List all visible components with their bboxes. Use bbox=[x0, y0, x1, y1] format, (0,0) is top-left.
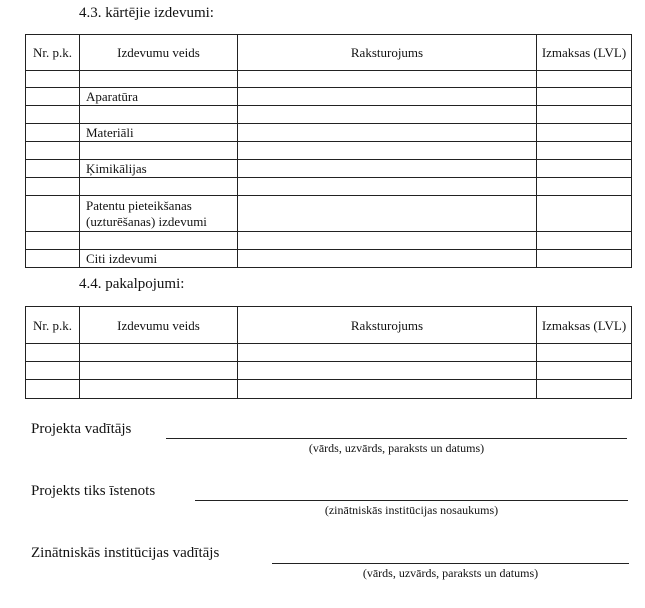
cell-cost[interactable] bbox=[537, 362, 632, 380]
cell-nr[interactable] bbox=[26, 196, 80, 232]
cell-type[interactable] bbox=[80, 380, 238, 399]
table-row bbox=[26, 124, 632, 142]
services-table bbox=[25, 306, 632, 399]
cell-description[interactable] bbox=[238, 178, 537, 196]
cell-type[interactable]: Aparatūra bbox=[80, 88, 238, 106]
table-header-row bbox=[26, 307, 632, 344]
cell-nr[interactable] bbox=[26, 232, 80, 250]
column-header-type: Izdevumu veids bbox=[80, 35, 238, 71]
cell-cost[interactable] bbox=[537, 380, 632, 399]
cell-cost[interactable] bbox=[537, 160, 632, 178]
cell-description[interactable] bbox=[238, 362, 537, 380]
table-row bbox=[26, 71, 632, 88]
cell-nr[interactable] bbox=[26, 160, 80, 178]
cell-description[interactable] bbox=[238, 142, 537, 160]
cell-type[interactable] bbox=[80, 106, 238, 124]
cell-cost[interactable] bbox=[537, 344, 632, 362]
cell-description[interactable] bbox=[238, 160, 537, 178]
cell-type[interactable] bbox=[80, 232, 238, 250]
cell-nr[interactable] bbox=[26, 71, 80, 88]
cell-nr[interactable] bbox=[26, 380, 80, 399]
table-row bbox=[26, 232, 632, 250]
cell-cost[interactable] bbox=[537, 142, 632, 160]
table-row bbox=[26, 160, 632, 178]
cell-type[interactable] bbox=[80, 178, 238, 196]
cell-nr[interactable] bbox=[26, 124, 80, 142]
section-43-heading: 4.3. kārtējie izdevumi: bbox=[79, 5, 214, 21]
column-header-cost: Izmaksas (LVL) bbox=[537, 307, 632, 344]
cell-nr[interactable] bbox=[26, 142, 80, 160]
table-row bbox=[26, 142, 632, 160]
cell-cost[interactable] bbox=[537, 124, 632, 142]
table-row bbox=[26, 380, 632, 399]
cell-description[interactable] bbox=[238, 106, 537, 124]
cell-nr[interactable] bbox=[26, 178, 80, 196]
table-header-row bbox=[26, 35, 632, 71]
cell-description[interactable] bbox=[238, 196, 537, 232]
cell-nr[interactable] bbox=[26, 362, 80, 380]
cell-type[interactable] bbox=[80, 362, 238, 380]
column-header-type: Izdevumu veids bbox=[80, 307, 238, 344]
cell-cost[interactable] bbox=[537, 71, 632, 88]
cell-type[interactable] bbox=[80, 142, 238, 160]
column-header-cost: Izmaksas (LVL) bbox=[537, 35, 632, 71]
cell-description[interactable] bbox=[238, 250, 537, 268]
cell-nr[interactable] bbox=[26, 250, 80, 268]
cell-type[interactable]: Materiāli bbox=[80, 124, 238, 142]
project-leader-label: Projekta vadītājs bbox=[31, 421, 132, 437]
cell-cost[interactable] bbox=[537, 232, 632, 250]
column-header-description: Raksturojums bbox=[238, 307, 537, 344]
column-header-description: Raksturojums bbox=[238, 35, 537, 71]
institution-head-label: Zinātniskās institūcijas vadītājs bbox=[31, 545, 220, 561]
cell-type[interactable]: Ķimikālijas bbox=[80, 160, 238, 178]
table-row bbox=[26, 362, 632, 380]
implementing-institution-label: Projekts tiks īstenots bbox=[31, 483, 156, 499]
cell-cost[interactable] bbox=[537, 196, 632, 232]
implementing-institution-line[interactable] bbox=[195, 500, 628, 501]
cell-type[interactable]: Citi izdevumi bbox=[80, 250, 238, 268]
column-header-nr: Nr. p.k. bbox=[26, 307, 80, 344]
cell-description[interactable] bbox=[238, 88, 537, 106]
cell-description[interactable] bbox=[238, 344, 537, 362]
cell-type[interactable]: Patentu pieteikšanas (uzturēšanas) izdevumi bbox=[80, 196, 238, 232]
cell-type[interactable] bbox=[80, 344, 238, 362]
table-row bbox=[26, 178, 632, 196]
cell-cost[interactable] bbox=[537, 250, 632, 268]
table-row bbox=[26, 196, 632, 232]
project-leader-hint: (vārds, uzvārds, paraksts un datums) bbox=[308, 441, 485, 455]
institution-head-signature-line[interactable] bbox=[272, 563, 629, 564]
column-header-nr: Nr. p.k. bbox=[26, 35, 80, 71]
cell-type[interactable] bbox=[80, 71, 238, 88]
table-row bbox=[26, 250, 632, 268]
expenses-table bbox=[25, 34, 632, 268]
institution-head-hint: (vārds, uzvārds, paraksts un datums) bbox=[362, 566, 539, 580]
table-row bbox=[26, 344, 632, 362]
section-44-heading: 4.4. pakalpojumi: bbox=[79, 276, 185, 292]
project-leader-signature-line[interactable] bbox=[166, 438, 627, 439]
cell-cost[interactable] bbox=[537, 106, 632, 124]
cell-cost[interactable] bbox=[537, 88, 632, 106]
implementing-institution-hint: (zinātniskās institūcijas nosaukums) bbox=[324, 503, 499, 517]
cell-description[interactable] bbox=[238, 380, 537, 399]
cell-description[interactable] bbox=[238, 232, 537, 250]
cell-cost[interactable] bbox=[537, 178, 632, 196]
cell-nr[interactable] bbox=[26, 344, 80, 362]
cell-nr[interactable] bbox=[26, 106, 80, 124]
cell-nr[interactable] bbox=[26, 88, 80, 106]
table-row bbox=[26, 106, 632, 124]
table-row bbox=[26, 88, 632, 106]
cell-description[interactable] bbox=[238, 124, 537, 142]
cell-description[interactable] bbox=[238, 71, 537, 88]
